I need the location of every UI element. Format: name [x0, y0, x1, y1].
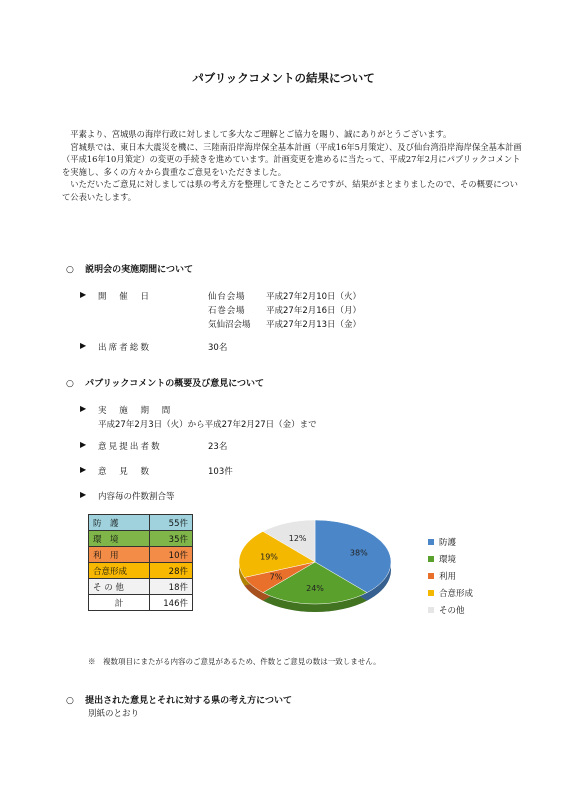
- legend-swatch: [428, 539, 434, 545]
- intro-text: [62, 128, 524, 203]
- intro-paragraph-3: いただいたご意見に対しましては県の考え方を整理してきたところですが、結果がまとまりましたので、その概要について公表いたします。: [62, 179, 518, 202]
- legend-item: 環境: [428, 550, 473, 567]
- submitters-label: 意見提出者数: [98, 442, 162, 452]
- attendees-label: 出席者総数: [98, 343, 152, 353]
- legend-swatch: [428, 590, 434, 596]
- venue-row: 石巻会場 平成27年2月16日（月）: [208, 306, 362, 316]
- triangle-bullet-icon: ▶: [80, 465, 87, 474]
- section1-title: 説明会の実施期間について: [85, 265, 193, 275]
- section1-heading: [66, 262, 193, 275]
- section3-body: 別紙のとおり: [88, 709, 140, 719]
- table-total-value: 146件: [150, 595, 193, 611]
- table-cell-label: 合意形成: [89, 563, 150, 579]
- table-cell-value: 18件: [150, 579, 193, 595]
- date-label: 開 催 日: [98, 292, 152, 302]
- circle-bullet: ○: [66, 696, 74, 706]
- table-row: [89, 531, 193, 547]
- opinions-label: 意 見 数: [98, 467, 152, 477]
- triangle-bullet-icon: ▶: [80, 290, 87, 299]
- attendees-value: 30名: [208, 343, 228, 353]
- table-row: [89, 515, 193, 531]
- pie-chart: [225, 515, 415, 625]
- section3-heading: [66, 693, 292, 706]
- table-cell-value: 35件: [150, 531, 193, 547]
- venue-row: 気仙沼会場 平成27年2月13日（金）: [208, 320, 362, 330]
- table-total-label: 計: [89, 595, 150, 611]
- section3-title: 提出された意見とそれに対する県の考え方について: [85, 696, 292, 706]
- table-cell-label: 防 護: [89, 515, 150, 531]
- circle-bullet: ○: [66, 265, 74, 275]
- section2-heading: [66, 376, 264, 389]
- legend-swatch: [428, 607, 434, 613]
- table-row: [89, 579, 193, 595]
- table-cell-label: 環 境: [89, 531, 150, 547]
- page-title: パブリックコメントの結果について: [192, 71, 375, 85]
- section2-title: パブリックコメントの概要及び意見について: [85, 379, 265, 389]
- table-cell-value: 28件: [150, 563, 193, 579]
- pie-data-label: 19%: [260, 552, 278, 562]
- legend-item: その他: [428, 601, 473, 618]
- triangle-bullet-icon: ▶: [80, 490, 87, 499]
- table-row: [89, 547, 193, 563]
- circle-bullet: ○: [66, 379, 74, 389]
- period-value: 平成27年2月3日（火）から平成27年2月27日（金）まで: [98, 420, 317, 430]
- triangle-bullet-icon: ▶: [80, 404, 87, 413]
- table-cell-value: 10件: [150, 547, 193, 563]
- venue-list: [208, 290, 361, 332]
- period-label: 実 施 期 間: [98, 406, 173, 416]
- triangle-bullet-icon: ▶: [80, 440, 87, 449]
- count-table: [88, 514, 193, 611]
- pie-data-label: 12%: [288, 533, 307, 543]
- table-cell-label: そ の 他: [89, 579, 150, 595]
- legend-swatch: [428, 573, 434, 579]
- pie-data-label: 24%: [306, 584, 324, 594]
- breakdown-label: 内容毎の件数割合等: [98, 492, 175, 502]
- pie-data-label: 7%: [269, 572, 283, 582]
- submitters-value: 23名: [208, 442, 228, 452]
- table-cell-value: 55件: [150, 515, 193, 531]
- footnote: ※ 複数項目にまたがる内容のご意見があるため、件数とご意見の数は一致しません。: [88, 657, 381, 666]
- venue-row: 仙台会場 平成27年2月10日（火）: [208, 292, 362, 302]
- table-row: [89, 563, 193, 579]
- intro-paragraph-2: 宮城県では、東日本大震災を機に、三陸南沿岸海岸保全基本計画（平成16年5月策定）、及び仙台湾沿岸海岸保全基本計画（平成16年10月策定）の変更の手続きを進めています。計画変更を進めるに当たって、平成27年2月にパブリックコメントを実施し、多くの方々から貴重なご意見をいただきました。: [62, 141, 522, 177]
- legend-item: 防護: [428, 533, 473, 550]
- legend-swatch: [428, 556, 434, 562]
- table-cell-label: 利 用: [89, 547, 150, 563]
- table-total-row: [89, 595, 193, 611]
- legend-item: 利用: [428, 567, 473, 584]
- triangle-bullet-icon: ▶: [80, 341, 87, 350]
- intro-paragraph-1: 平素より、宮城県の海岸行政に対しまして多大なご理解とご協力を賜り、誠にありがとうございます。: [70, 129, 452, 139]
- legend-item: 合意形成: [428, 584, 473, 601]
- chart-legend: [428, 533, 473, 618]
- opinions-value: 103件: [208, 467, 233, 477]
- pie-data-label: 38%: [349, 548, 368, 558]
